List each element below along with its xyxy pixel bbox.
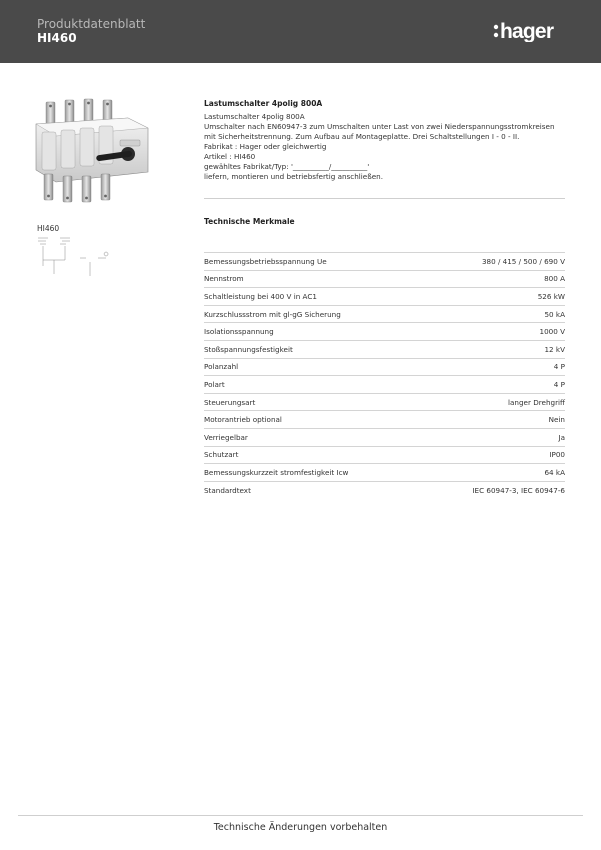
document-type: Produktdatenblatt [37,17,146,31]
spec-label: Polart [204,379,225,389]
document-id: HI460 [37,31,77,45]
spec-value: langer Drehgriff [508,397,565,407]
spec-label: Steuerungsart [204,397,256,407]
spec-row [204,375,565,393]
section-divider [204,198,565,199]
schematic-diagram [36,234,120,278]
spec-value: IP00 [549,450,565,460]
product-image [32,96,154,208]
spec-row [204,340,565,358]
spec-label: Motorantrieb optional [204,415,282,425]
spec-label: Verriegelbar [204,432,248,442]
spec-row [204,252,565,270]
spec-label: Stoßspannungsfestigkeit [204,344,293,354]
product-title: Lastumschalter 4polig 800A [204,99,323,108]
footer-note: Technische Änderungen vorbehalten [213,822,388,833]
spec-row [204,358,565,376]
spec-row [204,463,565,481]
spec-row [204,270,565,288]
spec-label: Schaltleistung bei 400 V in AC1 [204,291,317,301]
spec-value: 4 P [553,362,565,372]
spec-label: Bemessungsbetriebsspannung Ue [204,256,327,266]
spec-row [204,393,565,411]
spec-row [204,481,565,499]
specs-table [204,252,565,498]
spec-label: Kurzschlussstrom mit gl-gG Sicherung [204,309,341,319]
spec-value: IEC 60947-3, IEC 60947-6 [472,485,565,495]
spec-label: Bemessungskurzzeit stromfestigkeit Icw [204,467,349,477]
spec-value: 1000 V [539,327,565,337]
spec-row [204,322,565,340]
spec-value: 50 kA [544,309,565,319]
spec-label: Nennstrom [204,274,244,284]
description-line: liefern, montieren und betriebsfertig anschließen. [204,172,383,181]
spec-value: 380 / 415 / 500 / 690 V [481,256,565,266]
spec-label: Polanzahl [204,362,239,372]
spec-value: 800 A [544,274,565,284]
spec-value: 64 kA [544,467,565,477]
description-line: Fabrikat : Hager oder gleichwertig [204,142,327,151]
description-line: Artikel : HI460 [204,152,256,161]
spec-row [204,287,565,305]
spec-label: Isolationsspannung [204,327,274,337]
spec-row [204,410,565,428]
spec-label: Standardtext [204,485,251,495]
image-caption: HI460 [37,224,60,233]
spec-row [204,446,565,464]
spec-value: 4 P [553,379,565,389]
product-description [204,112,566,182]
description-line: gewähltes Fabrikat/Typ: '__________/__________' [204,162,370,171]
spec-row [204,428,565,446]
svg-text:hager: hager [500,20,554,42]
spec-value: Nein [548,415,565,425]
footer-divider [18,815,583,816]
hager-logo [493,18,565,42]
spec-label: Schutzart [204,450,239,460]
description-line: mit Sicherheitstrennung. Zum Aufbau auf Montageplatte. Drei Schaltstellungen I - 0 - II. [204,132,520,141]
description-line: Umschalter nach EN60947-3 zum Umschalten unter Last von zwei Niederspannungsstromkreisen [204,122,555,131]
spec-row [204,305,565,323]
spec-value: Ja [558,432,565,442]
page-header [0,0,601,63]
spec-value: 526 kW [537,291,565,301]
spec-value: 12 kV [544,344,565,354]
specs-title: Technische Merkmale [204,217,295,226]
description-line: Lastumschalter 4polig 800A [204,112,305,121]
